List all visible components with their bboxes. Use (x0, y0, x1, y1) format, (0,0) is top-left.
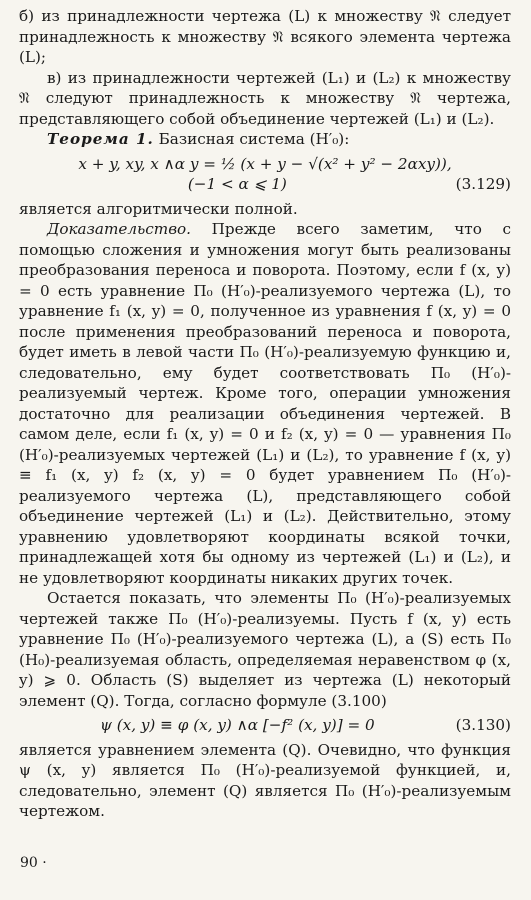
item-b: б) из принадлежности чертежа (L) к множеству 𝔑 следует принадлежность к множеству 𝔑 всякого элемента чертежа (L); (19, 7, 511, 66)
equation-number-3129: (3.129) (455, 175, 511, 193)
paragraph-2: Остается показать, что элементы П₀ (H′₀)-реализуемых чертежей также П₀ (H′₀)-реализуемы. Пусть f (x, y) есть уравнение П₀ (H′₀)-реализуемого чертежа (L), а (S) есть П₀ (H₀)-реализуемая область, определяемая неравенством φ (x, y) ⩾ 0. Область (S) выделяет из чертежа (L) некоторый элемент (Q). Тогда, согласно формуле (3.100) (19, 589, 511, 710)
formula-3130-main: ψ (x, y) ≡ φ (x, y) ∧α [−f² (x, y)] = 0 (99, 716, 375, 734)
theorem-end: является алгоритмически полной. (19, 199, 298, 218)
formula-3129-main: x + y, xy, x ∧α y = ½ (x + y − √(x² + y² − 2αxy)), (78, 154, 452, 173)
proof-label: Доказательство. (47, 220, 191, 238)
item-c: в) из принадлежности чертежей (L₁) и (L₂) к множеству 𝔑 следуют принадлежность к множеству 𝔑 чертежа, представляющего собой объединение чертежей (L₁) и (L₂). (19, 68, 511, 128)
proof-paragraph (19, 219, 511, 588)
formula-3129-line2 (19, 174, 511, 195)
page-number: 90 · (20, 855, 47, 871)
formula-3130 (19, 715, 511, 736)
proof-text: Прежде всего заметим, что с помощью сложения и умножения могут быть реализованы преобразования переноса и поворота. Поэтому, если f (x, y) = 0 есть уравнение П₀ (H′₀)-реализуемого чертежа (L), то уравнение f₁ (x, y) = 0, полученное из уравнения f (x, y) = 0 после применения преобразований переноса и поворота, будет иметь в левой части П₀ (H′₀)-реализуемую функцию и, следовательно, ему будет соответствовать П₀ (H′₀)-реализуемый чертеж. Кроме того, операции умножения достаточно для реализации объединения чертежей. В самом деле, если f₁ (x, y) = 0 и f₂ (x, y) = 0 — уравнения П₀ (H′₀)-реализуемых чертежей (L₁) и (L₂), то уравнение f (x, y) ≡ f₁ (x, y) f₂ (x, y) = 0 будет уравнением П₀ (H′₀)-реализуемого чертежа (L), представляющего собой объединение чертежей (L₁) и (L₂). Действительно, этому уравнению удовлетворяют координаты всякой точки, принадлежащей хотя бы одному из чертежей (L₁) и (L₂), и не удовлетворяют координаты никаких других точек. (19, 220, 511, 587)
theorem-text: Базисная система (H′₀): (158, 130, 350, 148)
formula-3129-condition: (−1 < α ⩽ 1) (187, 175, 287, 193)
formula-3129 (19, 154, 511, 175)
theorem-heading (19, 129, 511, 150)
paragraph-3: является уравнением элемента (Q). Очевидно, что функция ψ (x, y) является П₀ (H′₀)-реализуемой функцией, и, следовательно, элемент (Q) является П₀ (H′₀)-реализуемым чертежом. (19, 740, 511, 820)
equation-number-3130: (3.130) (455, 716, 511, 734)
theorem-label: Теорема 1. (47, 130, 154, 148)
